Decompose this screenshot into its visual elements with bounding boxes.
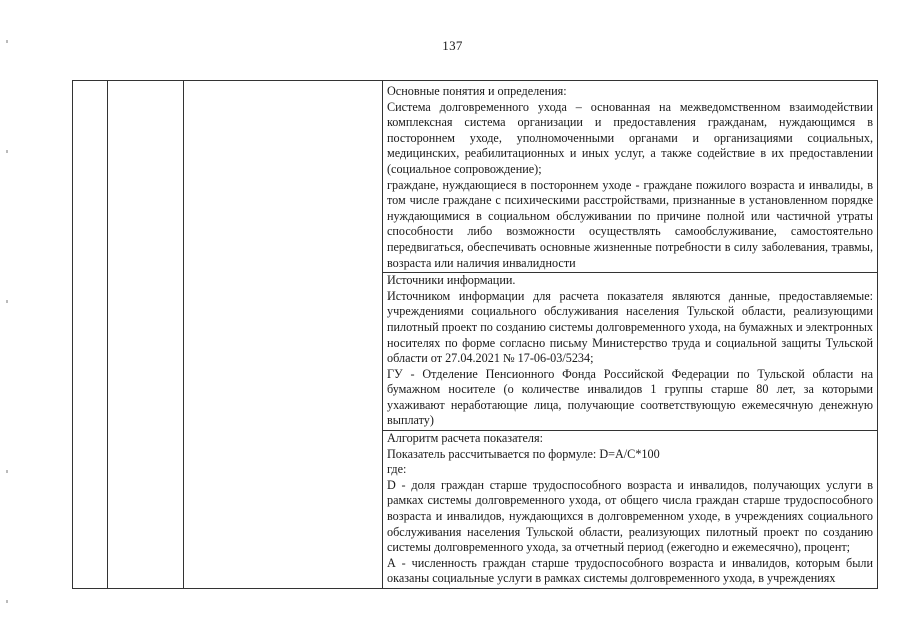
methodology-cell [383, 81, 878, 589]
scan-mark [6, 600, 8, 603]
source-paragraph: Источником информации для расчета показателя являются данные, предоставляемые: учреждениями социального обслуживания населения Тульской области, реализующими пилотный проект по созданию системы долговременного ухода, на бумажных и электронных носителях по форме согласно письму Министерство труда и социальной защиты Тульской области от 27.04.2021 № 17-06-03/5234; [387, 288, 873, 366]
indicator-name-cell [108, 81, 184, 589]
scan-mark [6, 300, 8, 303]
section-heading: Источники информации. [387, 273, 516, 288]
where-label: где: [387, 462, 407, 477]
source-paragraph: ГУ - Отделение Пенсионного Фонда Российской Федерации по Тульской области на бумажном носителе (о количестве инвалидов 1 группы старше 80 лет, за которыми ухаживают неработающие лица, получающие соответствующую ежемесячную денежную выплату) [387, 366, 873, 428]
variable-definition: D - доля граждан старше трудоспособного возраста и инвалидов, получающих услуги в рамках системы долговременного ухода, от общего числа граждан старше трудоспособного возраста и инвалидов, нуждающихся в долговременном уходе, в учреждениях социального обслуживания населения Тульской области, реализующих пилотный проект по созданию системы долговременного ухода, за отчетный период (ежегодно и ежемесячно), процент; [387, 477, 873, 555]
algorithm-section [383, 431, 877, 588]
indicator-table [72, 80, 878, 589]
section-heading: Основные понятия и определения: [387, 84, 567, 98]
variable-definition: А - численность граждан старше трудоспособного возраста и инвалидов, которым были оказаны социальные услуги в рамках системы долговременного ухода, в учреждениях [387, 555, 873, 586]
definitions-section [383, 84, 877, 273]
section-heading: Алгоритм расчета показателя: [387, 431, 543, 446]
scan-mark [6, 150, 8, 153]
scan-mark [6, 40, 8, 43]
page-number: 137 [442, 38, 463, 53]
formula-line: Показатель рассчитывается по формуле: D=A/C*100 [387, 446, 660, 461]
definition-paragraph: граждане, нуждающиеся в постороннем уходе - граждане пожилого возраста и инвалиды, в том числе граждане с психическими расстройствами, признанные в установленном порядке нуждающимися в социальном обслуживании по причине полной или частичной утраты способности либо возможности осуществлять самообслуживание, самостоятельно передвигаться, обеспечивать основные жизненные потребности в силу заболевания, травмы, возраста или наличия инвалидности [387, 177, 873, 270]
definition-paragraph: Система долговременного ухода – основанная на межведомственном взаимодействии комплексная система организации и предоставления гражданам, нуждающимся в постороннем уходе, уполномоченными органами и организациями социальных, медицинских, реабилитационных и иных услуг, а также содействие в их предоставлении (социальное сопровождение); [387, 99, 873, 176]
unit-cell [184, 81, 383, 589]
scan-mark [6, 470, 8, 473]
table-row [73, 81, 878, 589]
sources-section [383, 273, 877, 431]
number-cell [73, 81, 108, 589]
